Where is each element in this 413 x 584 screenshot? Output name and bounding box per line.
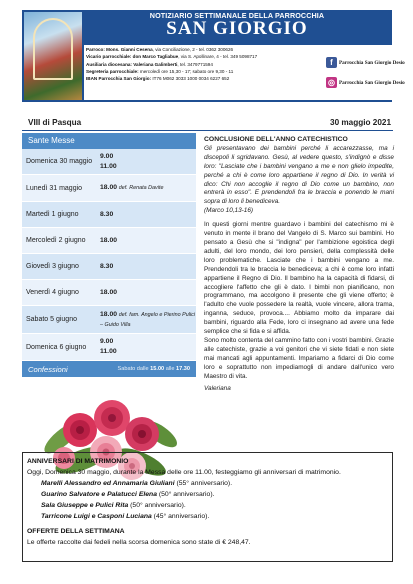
dateline	[28, 118, 391, 127]
couple-line: Sala Giuseppe e Pulici Rita (50° anniversario).	[41, 502, 186, 510]
facebook-link[interactable]	[326, 57, 405, 68]
parish-contacts	[84, 45, 324, 100]
mass-day: Lunedì 31 maggio	[26, 184, 83, 192]
mass-row	[22, 254, 196, 280]
mass-row	[22, 175, 196, 202]
stained-glass-logo	[24, 12, 82, 100]
confession-hours: Sabato dalle 15.00 alle 17.30	[117, 366, 190, 372]
mass-times: 18.00 def. fam. Angelo e Pierino Pulici – Guido Villa	[100, 310, 196, 328]
mass-day: Mercoledì 2 giugno	[26, 237, 86, 244]
mass-day: Martedì 1 giugno	[26, 211, 79, 218]
mass-day: Giovedì 3 giugno	[26, 263, 79, 270]
newsletter-supertitle: NOTIZIARIO SETTIMANALE DELLA PARROCCHIA	[149, 11, 325, 20]
article-body	[204, 221, 394, 381]
mass-schedule	[22, 133, 196, 383]
article-signature: Valeriana	[204, 385, 231, 393]
announcements-box	[22, 452, 393, 562]
logo-arch	[33, 18, 73, 80]
mass-row	[22, 334, 196, 361]
article-catechism	[204, 136, 394, 444]
gospel-quote: Gli presentavano dei bambini perché li accarezzasse, ma i discepoli li sgridavano. Gesù, al vedere questo, s'indignò e disse loro: "Lasciate che i bambini vengano a me e non glielo impedite, perché a chi è come loro appartiene il regno di Dio. In verità vi dico: Chi non accoglie il regno di Dio come un bambino, non entrerà in esso". E prendendoli fra le braccia e ponendo le mani sopra di loro li benediceva.	[204, 144, 394, 206]
article-paragraph: Sono molto contenta del cammino fatto con i vostri bambini. Grazie alle catechiste, grazie a voi genitori che vi siete fidati e non siete mai mancati agli appuntamenti. Impariamo a fidarci di Dio come loro e soprattutto non impediamogli di andare dall'unico vero Maestro di vita.	[204, 336, 394, 380]
newsletter-header	[22, 10, 405, 102]
contact-line: Vicario parrocchiale: don Marco Tagliabue, via S. Apollinare, 4 - tel. 349 5098717	[86, 54, 258, 60]
mass-row	[22, 280, 196, 306]
mass-day: Domenica 30 maggio	[26, 158, 93, 165]
mass-day: Sabato 5 giugno	[26, 316, 77, 323]
anniversary-title: ANNIVERSARI DI MATRIMONIO	[27, 458, 129, 465]
offering-title: OFFERTE DELLA SETTIMANA	[27, 527, 125, 535]
mass-schedule-title: Sante Messe	[22, 133, 196, 149]
instagram-label: Parrocchia San Giorgio Desio	[339, 79, 405, 86]
parish-title: SAN GIORGIO	[166, 18, 308, 39]
instagram-link[interactable]	[326, 77, 405, 88]
couple-line: Guarino Salvatore e Palatucci Elena (50° anniversario).	[41, 491, 215, 499]
facebook-icon: f	[326, 57, 337, 68]
mass-times: 9.00 11.00	[100, 338, 117, 355]
mass-day: Domenica 6 giugno	[26, 343, 87, 351]
mass-times: 18.00 def. Renata Davite	[100, 184, 164, 191]
mass-row	[22, 149, 196, 175]
mass-times: 8.30	[100, 210, 114, 218]
mass-row	[22, 202, 196, 228]
confession-label: Confessioni	[28, 364, 68, 374]
divider	[22, 130, 393, 131]
confession-bar	[22, 361, 196, 377]
contact-line: Ausiliaria diocesana: Valeriana Galimberti, tel. 3479771594	[86, 61, 213, 67]
mass-day: Venerdì 4 giugno	[26, 289, 79, 296]
article-title: CONCLUSIONE DELL'ANNO CATECHISTICO	[204, 136, 348, 143]
couple-line: Marelli Alessandro ed Annamaria Giuliani (55° anniversario).	[41, 480, 233, 488]
mass-times: 18.00	[100, 236, 118, 244]
instagram-icon: ◎	[326, 77, 337, 88]
contact-line: Parroco: Mons. Gianni Cesena, via Conciliazione, 2 - tel. 0362 300626	[86, 47, 234, 52]
facebook-label: Parrocchia San Giorgio Desio	[339, 59, 405, 66]
issue-date: 30 maggio 2021	[330, 118, 391, 127]
article-paragraph: In questi giorni mentre guardavo i bambini del catechismo mi è venuto in mente il brano del Vangelo di S. Marco sui bambini. Ho pensato a Gesù che si "indigna" per l'ambizione egoistica degli adulti, del loro mondo, dei loro pensieri, della complessità delle loro problematiche. Lasciate che i bambini vengano a me. Prendendoli tra le braccia le benediceva; a chi è come loro infatti appartiene il Regno di Dio. Il bambino ha la capacità di fidarsi, di accogliere l'affetto che gli è dato. I bimbi non pianificano, non programmano, ma accolgono il presente che gli viene offerto; è l'adulto che vuole possedere la realtà, vuole vincere, allora trama, inganna, seduce, provoca.... Abbiamo molto da imparare dai bambini, riguardo alla Fede, loro ci insegnano ad avere una fede semplice che si fida e si affida.	[204, 221, 394, 336]
mass-row	[22, 228, 196, 254]
contact-line: IBAN Parrocchia San Giorgio: IT76 M062 3033 1000 0034 6227 652	[86, 76, 230, 82]
gospel-reference: (Marco 10,13-16)	[204, 207, 254, 215]
mass-row	[22, 306, 196, 334]
anniversary-intro: Oggi, Domenica 30 maggio, durante la Messa delle ore 11.00, festeggiamo gli anniversari di matrimonio.	[27, 469, 341, 477]
mass-times: 18.00	[100, 288, 118, 296]
contact-line: Segreteria parrocchiale: mercoledì ore 15,30 - 17; sabato ore 9,30 - 11	[86, 68, 234, 74]
mass-times: 9.00 11.00	[100, 152, 117, 170]
couple-line: Tarricone Luigi e Casponi Luciana (45° anniversario).	[41, 513, 210, 521]
social-links	[324, 45, 405, 100]
mass-times: 8.30	[100, 262, 114, 270]
offering-text: Le offerte raccolte dai fedeli nella scorsa domenica sono state di € 248,47.	[27, 538, 251, 546]
liturgical-week: VIII di Pasqua	[28, 118, 82, 127]
